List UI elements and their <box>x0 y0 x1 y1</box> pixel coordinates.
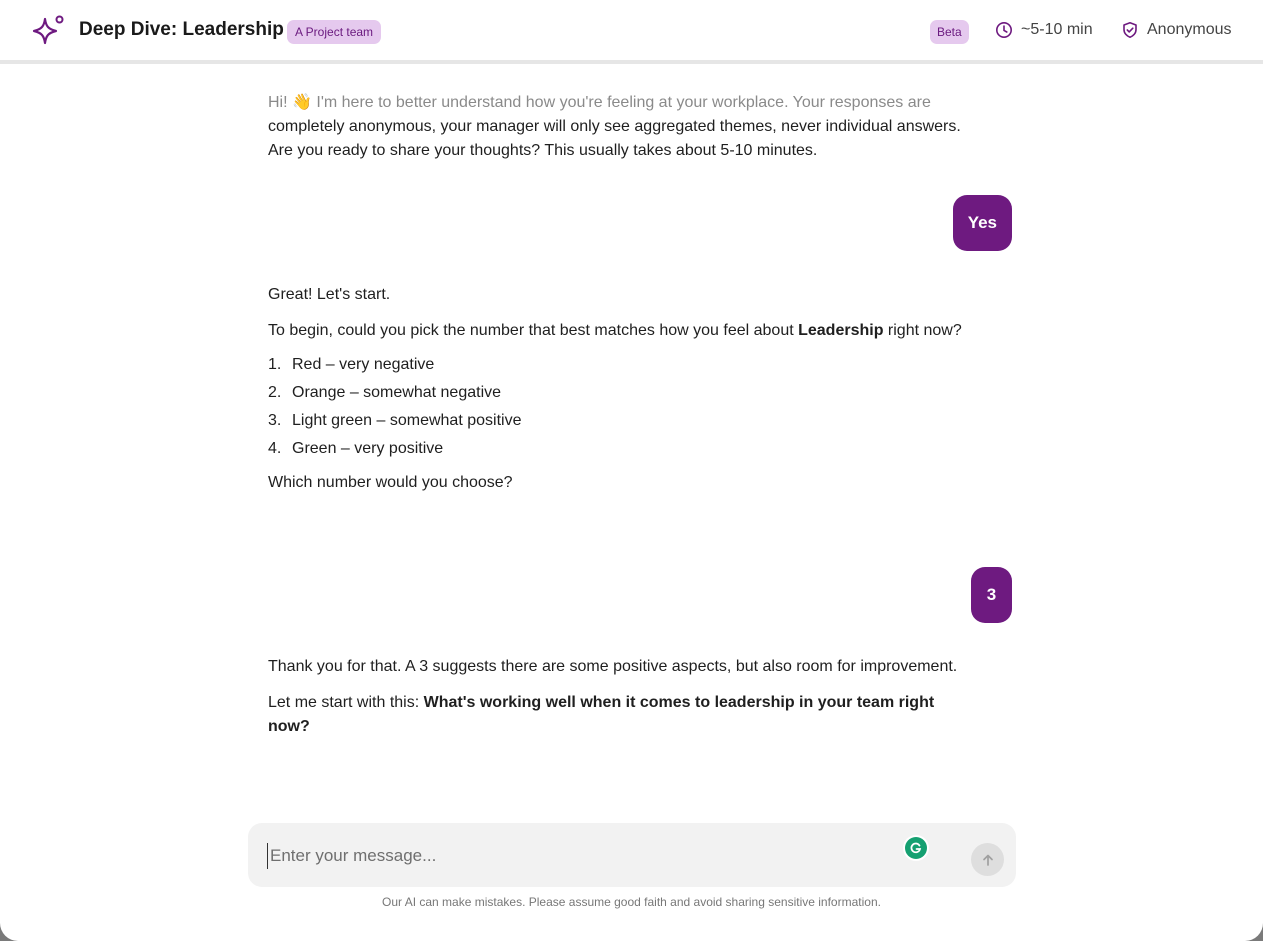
page-title: Deep Dive: Leadership <box>79 19 284 40</box>
clock-icon <box>995 21 1013 39</box>
bot-message <box>268 655 968 739</box>
user-message-bubble <box>953 195 1012 251</box>
bot-prompt-question: What's working well when it comes to leadership in your team right now? <box>268 694 935 735</box>
message-composer <box>248 823 1016 887</box>
app-header <box>0 0 1263 64</box>
team-badge: A Project team <box>287 20 381 44</box>
sparkle-star-logo-icon <box>31 14 65 48</box>
user-message-text: 3 <box>986 585 997 604</box>
arrow-up-icon <box>980 852 996 868</box>
bot-closing-question: Which number would you choose? <box>268 474 513 491</box>
send-button[interactable] <box>971 843 1004 876</box>
privacy-label: Anonymous <box>1147 21 1232 38</box>
shield-check-icon <box>1121 21 1139 39</box>
grammarly-g-icon[interactable] <box>905 837 927 859</box>
bot-message-text: completely anonymous, your manager will only see aggregated themes, never individual answers. Are you ready to share your thoughts? This usually takes about 5-10 minutes. <box>268 118 961 159</box>
duration-label: ~5-10 min <box>1021 21 1093 38</box>
bot-question: To begin, could you pick the number that best matches how you feel about Leadership right now? <box>268 322 962 339</box>
list-item: 4. Green – very positive <box>268 440 444 457</box>
bot-prompt: Let me start with this: What's working well when it comes to leadership in your team right now? <box>268 694 935 735</box>
list-item: 2. Orange – somewhat negative <box>268 384 502 401</box>
list-item: 1. Red – very negative <box>268 356 435 373</box>
rating-options-list <box>268 351 988 463</box>
ai-disclaimer: Our AI can make mistakes. Please assume good faith and avoid sharing sensitive information. <box>382 895 881 909</box>
list-item: 3. Light green – somewhat positive <box>268 412 522 429</box>
user-message-bubble <box>971 567 1012 623</box>
user-message-text: Yes <box>967 213 997 232</box>
privacy-indicator <box>1121 21 1232 39</box>
bot-message <box>268 91 988 163</box>
bot-greeting: Great! Let's start. <box>268 286 391 303</box>
topic-highlight: Leadership <box>798 322 884 339</box>
window-corner <box>0 921 20 941</box>
bot-acknowledgement: Thank you for that. A 3 suggests there are some positive aspects, but also room for improvement. <box>268 658 958 675</box>
window-corner <box>1243 921 1263 941</box>
beta-badge: Beta <box>930 20 969 44</box>
duration-indicator <box>995 21 1093 39</box>
bot-message <box>268 283 988 495</box>
message-input[interactable] <box>267 843 872 869</box>
bot-message-intro: Hi! 👋 I'm here to better understand how you're feeling at your workplace. Your responses are <box>268 94 931 111</box>
